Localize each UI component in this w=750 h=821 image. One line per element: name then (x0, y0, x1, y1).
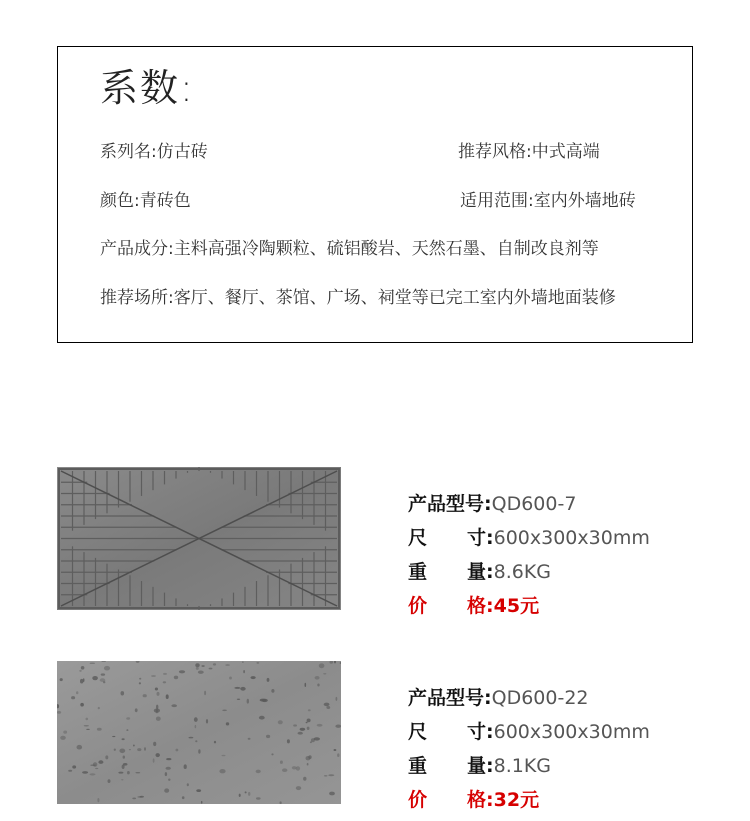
size-label-a: 尺 (408, 721, 428, 743)
weight-value: 8.1KG (493, 755, 552, 777)
price-label-b: 格: (467, 789, 494, 811)
panel-title: 系数: (100, 66, 195, 110)
model-row (408, 681, 650, 715)
composition-value: 主料高强冷陶颗粒、硫铝酸岩、天然石墨、自制改良剂等 (173, 239, 599, 259)
range-value: 室内外墙地砖 (533, 191, 636, 211)
product-card (57, 467, 743, 617)
price-label-a: 价 (408, 789, 428, 811)
size-label-b: 寸: (467, 527, 494, 549)
venue-value: 客厅、餐厅、茶馆、广场、祠堂等已完工室内外墙地面装修 (173, 288, 616, 308)
price-row (408, 783, 650, 817)
model-label: 产品型号: (408, 493, 492, 515)
product-info (408, 681, 650, 817)
porous-tile-graphic (57, 661, 341, 804)
venue-row (100, 283, 616, 308)
weight-label-a: 重 (408, 561, 428, 583)
striped-tile-graphic (57, 467, 341, 610)
parameters-panel (57, 46, 693, 343)
venue-label: 推荐场所: (100, 288, 174, 308)
color-row (100, 186, 191, 211)
size-value: 600x300x30mm (493, 527, 650, 549)
model-label: 产品型号: (408, 687, 492, 709)
series-label: 系列名: (100, 142, 157, 162)
color-label: 颜色: (100, 191, 140, 211)
weight-value: 8.6KG (493, 561, 552, 583)
model-value: QD600-7 (491, 493, 577, 515)
price-value: 45元 (493, 595, 540, 617)
weight-row (408, 555, 650, 589)
model-row (408, 487, 650, 521)
weight-label-a: 重 (408, 755, 428, 777)
composition-label: 产品成分: (100, 239, 174, 259)
composition-row (100, 234, 599, 259)
weight-row (408, 749, 650, 783)
size-row (408, 521, 650, 555)
style-value: 中式高端 (531, 142, 600, 162)
range-row (460, 186, 636, 211)
style-row (458, 137, 600, 162)
weight-label-b: 量: (467, 561, 494, 583)
size-label-b: 寸: (467, 721, 494, 743)
price-row (408, 589, 650, 623)
tile-image-striped (57, 467, 341, 610)
style-label: 推荐风格: (458, 142, 532, 162)
size-row (408, 715, 650, 749)
weight-label-b: 量: (467, 755, 494, 777)
product-info (408, 487, 650, 623)
size-label-a: 尺 (408, 527, 428, 549)
series-row (100, 137, 208, 162)
range-label: 适用范围: (460, 191, 534, 211)
tile-image-porous (57, 661, 341, 804)
price-value: 32元 (493, 789, 540, 811)
size-value: 600x300x30mm (493, 721, 650, 743)
color-value: 青砖色 (139, 191, 191, 211)
model-value: QD600-22 (491, 687, 589, 709)
price-label-b: 格: (467, 595, 494, 617)
product-card (57, 661, 743, 811)
price-label-a: 价 (408, 595, 428, 617)
series-value: 仿古砖 (156, 142, 208, 162)
